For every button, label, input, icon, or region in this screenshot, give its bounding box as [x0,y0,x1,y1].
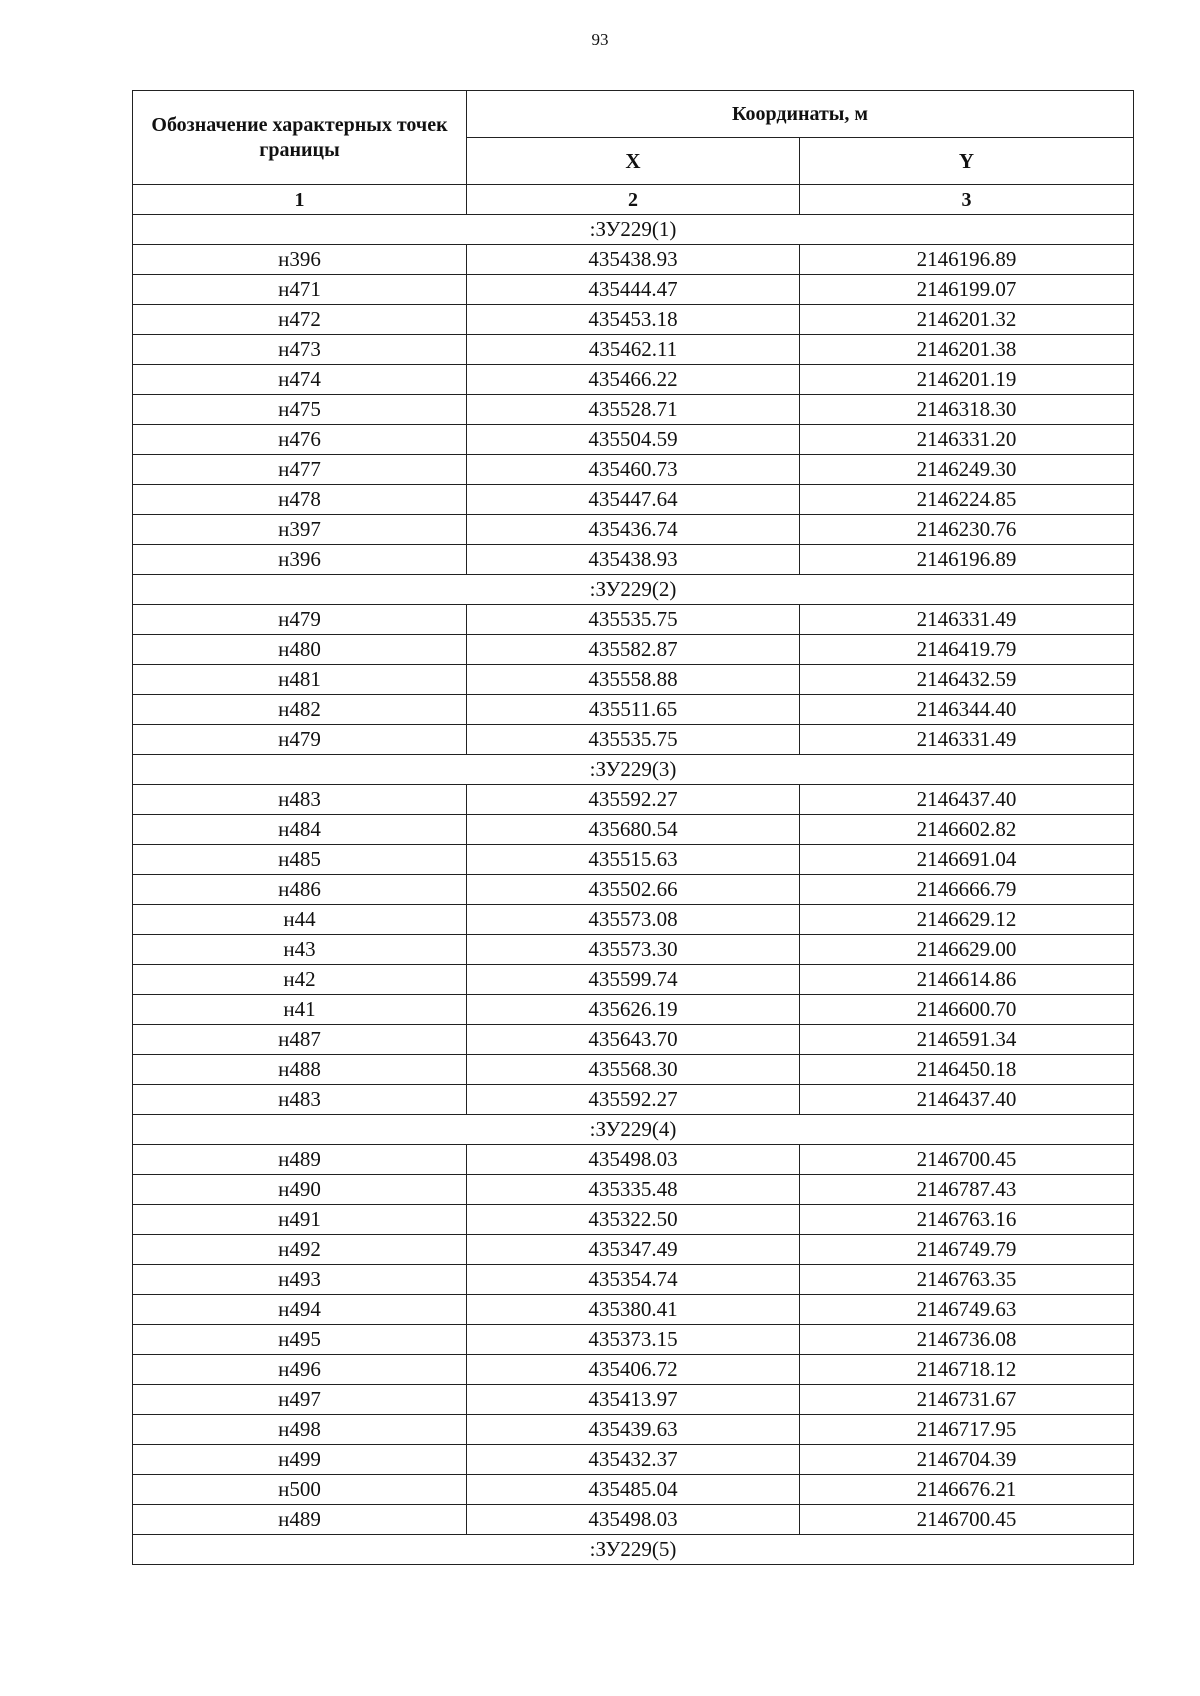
x-coordinate-cell: 435460.73 [467,455,800,485]
y-coordinate-cell: 2146600.70 [800,995,1134,1025]
header-coordinates: Координаты, м [467,91,1134,138]
table-row [133,605,1134,635]
table-row [133,1415,1134,1445]
table-row [133,1445,1134,1475]
y-coordinate-cell: 2146437.40 [800,1085,1134,1115]
table-row [133,725,1134,755]
y-coordinate-cell: 2146201.32 [800,305,1134,335]
table-row [133,1025,1134,1055]
section-title: :ЗУ229(4) [133,1115,1134,1145]
x-coordinate-cell: 435592.27 [467,785,800,815]
y-coordinate-cell: 2146629.12 [800,905,1134,935]
x-coordinate-cell: 435573.08 [467,905,800,935]
table-row [133,1325,1134,1355]
x-coordinate-cell: 435599.74 [467,965,800,995]
point-id-cell: н487 [133,1025,467,1055]
y-coordinate-cell: 2146666.79 [800,875,1134,905]
point-id-cell: н480 [133,635,467,665]
point-id-cell: н496 [133,1355,467,1385]
y-coordinate-cell: 2146749.63 [800,1295,1134,1325]
y-coordinate-cell: 2146318.30 [800,395,1134,425]
x-coordinate-cell: 435380.41 [467,1295,800,1325]
y-coordinate-cell: 2146749.79 [800,1235,1134,1265]
table-row [133,665,1134,695]
x-coordinate-cell: 435373.15 [467,1325,800,1355]
point-id-cell: н497 [133,1385,467,1415]
x-coordinate-cell: 435413.97 [467,1385,800,1415]
x-coordinate-cell: 435335.48 [467,1175,800,1205]
table-row [133,545,1134,575]
y-coordinate-cell: 2146196.89 [800,545,1134,575]
section-title: :ЗУ229(1) [133,215,1134,245]
point-id-cell: н495 [133,1325,467,1355]
y-coordinate-cell: 2146201.38 [800,335,1134,365]
y-coordinate-cell: 2146691.04 [800,845,1134,875]
point-id-cell: н479 [133,725,467,755]
y-coordinate-cell: 2146224.85 [800,485,1134,515]
coordinates-table [132,90,1134,1565]
point-id-cell: н396 [133,245,467,275]
table-row [133,905,1134,935]
y-coordinate-cell: 2146331.20 [800,425,1134,455]
table-body [133,215,1134,1565]
y-coordinate-cell: 2146201.19 [800,365,1134,395]
section-title: :ЗУ229(2) [133,575,1134,605]
table-row [133,275,1134,305]
table-row [133,815,1134,845]
x-coordinate-cell: 435626.19 [467,995,800,1025]
y-coordinate-cell: 2146432.59 [800,665,1134,695]
section-row [133,215,1134,245]
point-id-cell: н43 [133,935,467,965]
y-coordinate-cell: 2146700.45 [800,1145,1134,1175]
y-coordinate-cell: 2146763.16 [800,1205,1134,1235]
point-id-cell: н475 [133,395,467,425]
y-coordinate-cell: 2146249.30 [800,455,1134,485]
x-coordinate-cell: 435322.50 [467,1205,800,1235]
y-coordinate-cell: 2146199.07 [800,275,1134,305]
point-id-cell: н44 [133,905,467,935]
table-row [133,635,1134,665]
point-id-cell: н42 [133,965,467,995]
x-coordinate-cell: 435528.71 [467,395,800,425]
point-id-cell: н479 [133,605,467,635]
header-y: Y [800,138,1134,185]
table-row [133,1205,1134,1235]
section-row [133,575,1134,605]
y-coordinate-cell: 2146230.76 [800,515,1134,545]
y-coordinate-cell: 2146736.08 [800,1325,1134,1355]
point-id-cell: н488 [133,1055,467,1085]
table-row [133,245,1134,275]
table-row [133,395,1134,425]
point-id-cell: н478 [133,485,467,515]
x-coordinate-cell: 435498.03 [467,1505,800,1535]
y-coordinate-cell: 2146196.89 [800,245,1134,275]
x-coordinate-cell: 435436.74 [467,515,800,545]
point-id-cell: н477 [133,455,467,485]
x-coordinate-cell: 435558.88 [467,665,800,695]
point-id-cell: н490 [133,1175,467,1205]
x-coordinate-cell: 435444.47 [467,275,800,305]
x-coordinate-cell: 435438.93 [467,545,800,575]
y-coordinate-cell: 2146331.49 [800,725,1134,755]
table-row [133,1505,1134,1535]
point-id-cell: н485 [133,845,467,875]
x-coordinate-cell: 435438.93 [467,245,800,275]
table-row [133,1475,1134,1505]
column-number: 3 [800,185,1134,215]
point-id-cell: н483 [133,785,467,815]
table-row [133,1295,1134,1325]
y-coordinate-cell: 2146437.40 [800,785,1134,815]
column-number: 2 [467,185,800,215]
point-id-cell: н499 [133,1445,467,1475]
table-row [133,965,1134,995]
table-row [133,1055,1134,1085]
table-row [133,485,1134,515]
x-coordinate-cell: 435432.37 [467,1445,800,1475]
table-row [133,515,1134,545]
x-coordinate-cell: 435680.54 [467,815,800,845]
section-title: :ЗУ229(3) [133,755,1134,785]
table-row [133,1175,1134,1205]
x-coordinate-cell: 435511.65 [467,695,800,725]
point-id-cell: н500 [133,1475,467,1505]
table-row [133,1235,1134,1265]
x-coordinate-cell: 435439.63 [467,1415,800,1445]
header-point-designation: Обозначение характерных точек границы [133,91,467,185]
point-id-cell: н492 [133,1235,467,1265]
section-row [133,1115,1134,1145]
table-row [133,875,1134,905]
point-id-cell: н471 [133,275,467,305]
column-numbers-row [133,185,1134,215]
point-id-cell: н472 [133,305,467,335]
y-coordinate-cell: 2146419.79 [800,635,1134,665]
table-row [133,1385,1134,1415]
section-row [133,1535,1134,1565]
point-id-cell: н481 [133,665,467,695]
x-coordinate-cell: 435535.75 [467,725,800,755]
x-coordinate-cell: 435447.64 [467,485,800,515]
point-id-cell: н489 [133,1505,467,1535]
x-coordinate-cell: 435485.04 [467,1475,800,1505]
header-x: X [467,138,800,185]
y-coordinate-cell: 2146602.82 [800,815,1134,845]
y-coordinate-cell: 2146629.00 [800,935,1134,965]
y-coordinate-cell: 2146614.86 [800,965,1134,995]
point-id-cell: н491 [133,1205,467,1235]
table-row [133,695,1134,725]
point-id-cell: н474 [133,365,467,395]
section-title: :ЗУ229(5) [133,1535,1134,1565]
x-coordinate-cell: 435643.70 [467,1025,800,1055]
point-id-cell: н494 [133,1295,467,1325]
y-coordinate-cell: 2146704.39 [800,1445,1134,1475]
x-coordinate-cell: 435462.11 [467,335,800,365]
x-coordinate-cell: 435347.49 [467,1235,800,1265]
x-coordinate-cell: 435515.63 [467,845,800,875]
point-id-cell: н397 [133,515,467,545]
y-coordinate-cell: 2146331.49 [800,605,1134,635]
table-row [133,935,1134,965]
y-coordinate-cell: 2146787.43 [800,1175,1134,1205]
table-row [133,455,1134,485]
x-coordinate-cell: 435568.30 [467,1055,800,1085]
table-row [133,1355,1134,1385]
table-row [133,785,1134,815]
y-coordinate-cell: 2146718.12 [800,1355,1134,1385]
table-row [133,1085,1134,1115]
x-coordinate-cell: 435498.03 [467,1145,800,1175]
y-coordinate-cell: 2146591.34 [800,1025,1134,1055]
point-id-cell: н486 [133,875,467,905]
point-id-cell: н484 [133,815,467,845]
y-coordinate-cell: 2146450.18 [800,1055,1134,1085]
table-row [133,365,1134,395]
x-coordinate-cell: 435504.59 [467,425,800,455]
point-id-cell: н483 [133,1085,467,1115]
section-row [133,755,1134,785]
y-coordinate-cell: 2146763.35 [800,1265,1134,1295]
x-coordinate-cell: 435406.72 [467,1355,800,1385]
x-coordinate-cell: 435573.30 [467,935,800,965]
point-id-cell: н482 [133,695,467,725]
point-id-cell: н493 [133,1265,467,1295]
table-row [133,845,1134,875]
point-id-cell: н41 [133,995,467,1025]
x-coordinate-cell: 435535.75 [467,605,800,635]
x-coordinate-cell: 435502.66 [467,875,800,905]
y-coordinate-cell: 2146700.45 [800,1505,1134,1535]
page-number: 93 [591,30,609,49]
y-coordinate-cell: 2146731.67 [800,1385,1134,1415]
table-row [133,1265,1134,1295]
x-coordinate-cell: 435582.87 [467,635,800,665]
y-coordinate-cell: 2146676.21 [800,1475,1134,1505]
x-coordinate-cell: 435354.74 [467,1265,800,1295]
point-id-cell: н476 [133,425,467,455]
point-id-cell: н489 [133,1145,467,1175]
table-row [133,425,1134,455]
point-id-cell: н396 [133,545,467,575]
table-row [133,335,1134,365]
x-coordinate-cell: 435466.22 [467,365,800,395]
y-coordinate-cell: 2146717.95 [800,1415,1134,1445]
column-number: 1 [133,185,467,215]
y-coordinate-cell: 2146344.40 [800,695,1134,725]
x-coordinate-cell: 435592.27 [467,1085,800,1115]
table-row [133,995,1134,1025]
x-coordinate-cell: 435453.18 [467,305,800,335]
table-row [133,305,1134,335]
point-id-cell: н498 [133,1415,467,1445]
table-row [133,1145,1134,1175]
point-id-cell: н473 [133,335,467,365]
